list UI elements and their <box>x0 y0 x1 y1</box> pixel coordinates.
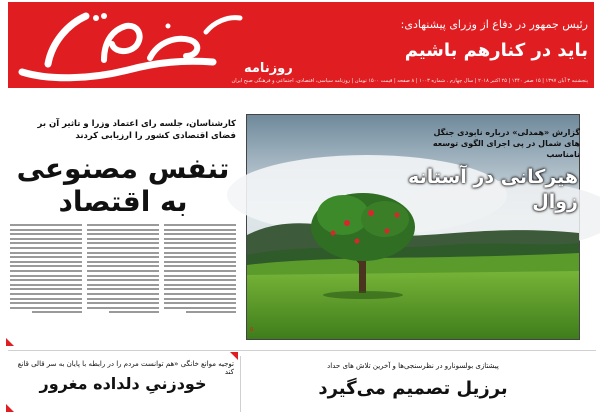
masthead-info-line: پنجشنبه ۳ آبان ۱۳۹۷ | ۱۵ صفر ۱۴۴۰ | ۲۵ اکتبر ۲۰۱۸ | سال چهارم . شماره ۱۰۰۳ | ۸ صفحه | قیمت ۱۵۰۰ تومان | روزنامه سیاسی، اقتصادی، اجتماعی و فرهنگی صبح ایران <box>231 78 588 84</box>
bottom-right-headline: برزیل تصمیم می‌گیرد <box>318 378 508 399</box>
bottom-left-headline: خودزنیِ دلداده مغرور <box>39 374 207 393</box>
masthead-main-heading: باید در کنارهم باشیم <box>404 40 588 61</box>
logo-calligraphy-icon <box>8 2 293 88</box>
svg-text:روزنامه: روزنامه <box>244 61 293 76</box>
text-column <box>164 224 236 332</box>
section-divider <box>8 350 596 351</box>
red-corner-mark-icon <box>230 352 238 360</box>
photo-page-number: ۵ <box>250 326 254 333</box>
bottom-left-kicker: توجیه موانع خانگی «هم توانست مردم را در رابطه با پایان به سر قالی قانع کند <box>17 360 234 376</box>
text-column <box>87 224 159 332</box>
photo-story-kicker: گزارش «همدلی» درباره نابودی جنگل های شمال در پی اجرای الگوی توسعه نامناسب <box>432 128 580 159</box>
column-divider <box>240 356 241 412</box>
lead-story-headline: تنفس مصنوعی به اقتصاد <box>16 152 230 218</box>
lead-story-kicker: کارشناسان، جلسه رای اعتماد وزرا و تاثیر آن بر فضای اقتصادی کشور را ارزیابی کردند <box>37 119 236 141</box>
bottom-right-kicker: پیشتازی بولسونارو در نظرسنجی‌ها و آخرین تلاش های حداد <box>327 362 499 370</box>
red-corner-mark-icon <box>6 404 14 412</box>
masthead-subheading: رئیس جمهور در دفاع از وزرای پیشنهادی: <box>400 18 588 31</box>
newspaper-logo <box>8 2 293 88</box>
text-column <box>10 224 82 332</box>
lead-story-body <box>10 224 236 332</box>
red-corner-mark-icon <box>6 338 14 346</box>
photo-story-headline: هیرکانی در آستانه زوال <box>408 166 578 213</box>
